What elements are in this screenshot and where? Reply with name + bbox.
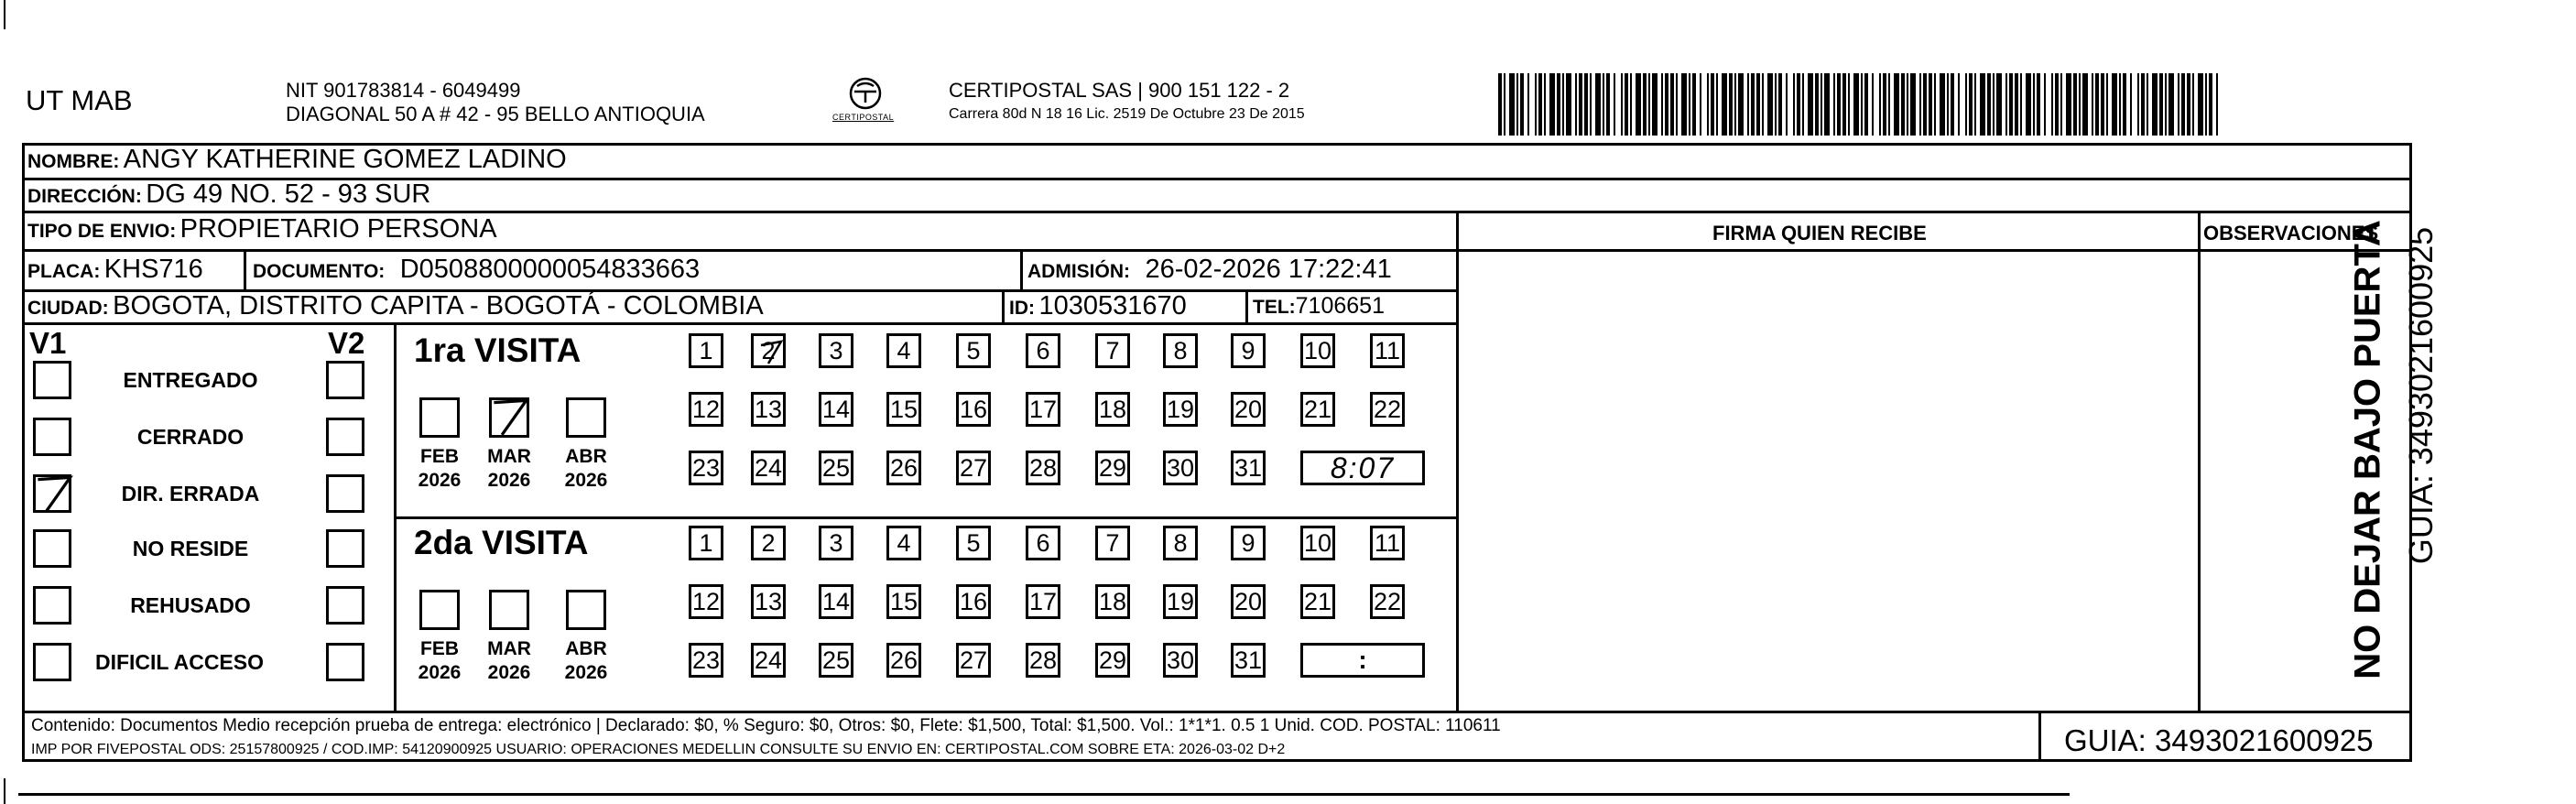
id-value: 1030531670 xyxy=(1038,291,1187,321)
visit1-month-year-0: 2026 xyxy=(418,470,462,491)
day-number: 23 xyxy=(691,453,721,482)
v2-header: V2 xyxy=(328,326,365,360)
admision-row xyxy=(1027,255,1392,285)
day-number: 19 xyxy=(1166,587,1195,615)
visit2-day-21[interactable] xyxy=(1300,584,1335,619)
rule-footer xyxy=(22,711,2412,713)
visit1-month-feb-checkbox[interactable] xyxy=(419,397,460,438)
side-guia: GUIA: 3493021600925 xyxy=(2402,226,2440,565)
day-number: 8 xyxy=(1173,528,1188,557)
day-number: 7 xyxy=(1105,528,1120,557)
direccion-label: DIRECCIÓN: xyxy=(27,186,142,207)
v1-checkbox-4[interactable] xyxy=(33,586,71,625)
day-number: 18 xyxy=(1098,587,1127,615)
day-number: 20 xyxy=(1234,395,1263,423)
visit2-day-2[interactable] xyxy=(751,526,786,560)
visit1-time-field[interactable] xyxy=(1300,451,1425,485)
tel-row xyxy=(1253,293,1385,320)
v2-checkbox-1[interactable] xyxy=(326,418,364,456)
visit2-day-3[interactable] xyxy=(819,526,853,560)
nombre-label: NOMBRE: xyxy=(27,151,120,172)
status-label-1: CERRADO xyxy=(136,425,245,449)
rule-tipo xyxy=(22,249,2412,252)
day-number: 4 xyxy=(897,528,911,557)
sep-footer-guia xyxy=(2038,711,2041,762)
visit2-day-28[interactable] xyxy=(1026,643,1060,678)
logo-text: CERTIPOSTAL xyxy=(832,113,895,122)
v2-checkbox-5[interactable] xyxy=(326,643,364,681)
documento-row xyxy=(253,255,700,285)
visit2-day-27[interactable] xyxy=(956,643,991,678)
company-address: DIAGONAL 50 A # 42 - 95 BELLO ANTIOQUIA xyxy=(286,103,705,125)
day-number: 5 xyxy=(966,336,981,364)
v2-checkbox-2[interactable] xyxy=(326,474,364,513)
visit2-day-1[interactable] xyxy=(689,526,723,560)
status-label-2: DIR. ERRADA xyxy=(121,482,260,505)
visit2-month-year-2: 2026 xyxy=(564,662,608,683)
visit2-day-6[interactable] xyxy=(1026,526,1060,560)
visit2-day-9[interactable] xyxy=(1231,526,1266,560)
handwritten-check-icon xyxy=(754,336,790,373)
day-number: 16 xyxy=(959,395,988,423)
visit1-month-name-0: FEB xyxy=(420,446,459,467)
visit1-month-name-2: ABR xyxy=(565,446,607,467)
visit2-day-11[interactable] xyxy=(1370,526,1405,560)
ciudad-label: CIUDAD: xyxy=(27,298,109,319)
visit1-day-3[interactable] xyxy=(819,333,853,368)
day-number: 9 xyxy=(1241,528,1255,557)
visit1-day-7[interactable] xyxy=(1095,333,1130,368)
side-warning: NO DEJAR BAJO PUERTA xyxy=(2347,220,2388,679)
v2-checkbox-3[interactable] xyxy=(326,529,364,568)
placa-value: KHS716 xyxy=(103,255,203,284)
day-number: 3 xyxy=(829,528,843,557)
visit1-month-label-0 xyxy=(410,445,469,493)
day-number: 20 xyxy=(1234,587,1263,615)
day-number: 21 xyxy=(1303,587,1332,615)
visit1-day-18[interactable] xyxy=(1095,392,1130,427)
status-label-3: NO RESIDE xyxy=(132,537,249,560)
observaciones-header: OBSERVACIONES xyxy=(2203,222,2379,244)
v1-checkbox-5[interactable] xyxy=(33,643,71,681)
status-label-4: REHUSADO xyxy=(130,593,251,617)
day-number: 25 xyxy=(821,453,851,482)
visit1-day-2[interactable] xyxy=(751,333,786,368)
ciudad-row xyxy=(27,291,764,321)
visit2-title: 2da VISITA xyxy=(414,524,589,561)
visit1-day-27[interactable] xyxy=(956,451,991,485)
visit1-day-9[interactable] xyxy=(1231,333,1266,368)
visit2-day-29[interactable] xyxy=(1095,643,1130,678)
visit1-day-1[interactable] xyxy=(689,333,723,368)
visit2-day-31[interactable] xyxy=(1231,643,1266,678)
visit1-day-19[interactable] xyxy=(1163,392,1198,427)
visit2-time-value: : xyxy=(1358,646,1367,674)
visit2-month-name-2: ABR xyxy=(565,638,607,659)
visit2-day-5[interactable] xyxy=(956,526,991,560)
visit2-month-abr-checkbox[interactable] xyxy=(566,590,606,630)
col-firma-left xyxy=(1456,211,1459,711)
edge-mark-bottom xyxy=(4,778,5,804)
visit1-month-mar-checkbox[interactable] xyxy=(489,397,529,438)
tipo-value: PROPIETARIO PERSONA xyxy=(179,214,497,244)
rule-direccion xyxy=(22,211,2412,213)
day-number: 6 xyxy=(1036,528,1050,557)
visit1-day-31[interactable] xyxy=(1231,451,1266,485)
visit2-day-14[interactable] xyxy=(819,584,853,619)
col-status-right xyxy=(394,322,397,711)
day-number: 13 xyxy=(754,395,783,423)
visit1-day-24[interactable] xyxy=(751,451,786,485)
day-number: 22 xyxy=(1373,587,1402,615)
visit2-time-field[interactable] xyxy=(1300,643,1425,678)
id-row xyxy=(1009,291,1187,321)
documento-label: DOCUMENTO: xyxy=(253,261,386,282)
v1-checkbox-1[interactable] xyxy=(33,418,71,456)
visit1-month-name-1: MAR xyxy=(487,446,531,467)
day-number: 24 xyxy=(754,646,783,674)
ciudad-value: BOGOTA, DISTRITO CAPITA - BOGOTÁ - COLOMBIA xyxy=(113,291,764,321)
visit2-month-name-1: MAR xyxy=(487,638,531,659)
tipo-row xyxy=(27,214,497,244)
carrier-name: CERTIPOSTAL SAS | 900 151 122 - 2 xyxy=(949,79,1290,102)
status-label-0: ENTREGADO xyxy=(123,368,258,392)
day-number: 26 xyxy=(889,453,918,482)
rule-visit-split xyxy=(396,516,1458,519)
visit1-day-28[interactable] xyxy=(1026,451,1060,485)
visit2-day-25[interactable] xyxy=(819,643,853,678)
visit2-day-23[interactable] xyxy=(689,643,723,678)
footer-content-line: Contenido: Documentos Medio recepción prueba de entrega: electrónico | Declarado: $0, % Seguro: $0, Otros: $0, Flete: $1,500, Total: $1,500. Vol.: 1*1*1. 0.5 1 Unid. COD. POSTAL: 110611 xyxy=(31,716,1501,735)
visit1-month-label-2 xyxy=(557,445,615,493)
day-number: 21 xyxy=(1303,395,1332,423)
rule-ciudad xyxy=(22,322,1458,325)
tel-label: TEL: xyxy=(1253,297,1296,318)
day-number: 9 xyxy=(1241,336,1255,364)
visit1-time-value: 8:07 xyxy=(1330,451,1396,484)
visit2-day-18[interactable] xyxy=(1095,584,1130,619)
visit2-month-year-1: 2026 xyxy=(487,662,531,683)
day-number: 27 xyxy=(959,646,988,674)
day-number: 1 xyxy=(699,336,713,364)
bottom-rule xyxy=(18,793,2070,796)
v1-header: V1 xyxy=(29,326,67,360)
visit2-day-20[interactable] xyxy=(1231,584,1266,619)
visit1-day-25[interactable] xyxy=(819,451,853,485)
day-number: 10 xyxy=(1303,336,1332,364)
visit2-day-8[interactable] xyxy=(1163,526,1198,560)
admision-value: 26-02-2026 17:22:41 xyxy=(1145,255,1392,284)
v2-checkbox-0[interactable] xyxy=(326,361,364,399)
visit2-day-17[interactable] xyxy=(1026,584,1060,619)
visit2-day-24[interactable] xyxy=(751,643,786,678)
day-number: 4 xyxy=(897,336,911,364)
day-number: 26 xyxy=(889,646,918,674)
day-number: 23 xyxy=(691,646,721,674)
barcode xyxy=(1498,73,2225,136)
visit2-month-year-0: 2026 xyxy=(418,662,462,683)
v1-checkbox-2[interactable] xyxy=(33,474,71,513)
visit1-day-22[interactable] xyxy=(1370,392,1405,427)
day-number: 29 xyxy=(1098,453,1127,482)
day-number: 15 xyxy=(889,395,918,423)
day-number: 17 xyxy=(1028,587,1058,615)
visit2-day-4[interactable] xyxy=(886,526,921,560)
day-number: 10 xyxy=(1303,528,1332,557)
direccion-row xyxy=(27,179,430,210)
direccion-value: DG 49 NO. 52 - 93 SUR xyxy=(146,179,431,209)
nombre-value: ANGY KATHERINE GOMEZ LADINO xyxy=(123,145,567,174)
nombre-row xyxy=(27,145,567,175)
company-nit: NIT 901783814 - 6049499 xyxy=(286,79,521,102)
day-number: 17 xyxy=(1028,395,1058,423)
day-number: 31 xyxy=(1234,453,1263,482)
handwritten-check-icon xyxy=(34,473,74,514)
documento-value: D0508800000054833663 xyxy=(399,255,701,284)
visit2-day-13[interactable] xyxy=(751,584,786,619)
day-number: 2 xyxy=(761,336,776,364)
footer-guia: GUIA: 3493021600925 xyxy=(2064,723,2374,757)
visit2-month-mar-checkbox[interactable] xyxy=(489,590,529,630)
sep-tel xyxy=(1245,289,1248,322)
firma-header: FIRMA QUIEN RECIBE xyxy=(1712,222,1927,244)
day-number: 1 xyxy=(699,528,713,557)
day-number: 22 xyxy=(1373,395,1402,423)
day-number: 5 xyxy=(966,528,981,557)
visit2-day-16[interactable] xyxy=(956,584,991,619)
day-number: 30 xyxy=(1166,453,1195,482)
visit2-month-label-0 xyxy=(410,637,469,685)
placa-label: PLACA: xyxy=(27,261,101,282)
visit1-month-year-1: 2026 xyxy=(487,470,531,491)
day-number: 24 xyxy=(754,453,783,482)
v1-checkbox-0[interactable] xyxy=(33,361,71,399)
visit1-day-11[interactable] xyxy=(1370,333,1405,368)
day-number: 11 xyxy=(1374,528,1401,557)
visit1-day-12[interactable] xyxy=(689,392,723,427)
visit1-day-5[interactable] xyxy=(956,333,991,368)
day-number: 8 xyxy=(1173,336,1188,364)
visit2-day-10[interactable] xyxy=(1300,526,1335,560)
admision-label: ADMISIÓN: xyxy=(1027,261,1130,282)
visit1-day-4[interactable] xyxy=(886,333,921,368)
visit1-day-29[interactable] xyxy=(1095,451,1130,485)
day-number: 7 xyxy=(1105,336,1120,364)
day-number: 30 xyxy=(1166,646,1195,674)
visit1-day-17[interactable] xyxy=(1026,392,1060,427)
visit1-day-16[interactable] xyxy=(956,392,991,427)
visit1-day-10[interactable] xyxy=(1300,333,1335,368)
day-number: 19 xyxy=(1166,395,1195,423)
footer-imp-line: IMP POR FIVEPOSTAL ODS: 25157800925 / COD.IMP: 54120900925 USUARIO: OPERACIONES MEDELLIN CONSULTE SU ENVIO EN: CERTIPOSTAL.COM SOBRE ETA: 2026-03-02 D+2 xyxy=(31,742,1286,757)
visit2-month-feb-checkbox[interactable] xyxy=(419,590,460,630)
visit1-day-6[interactable] xyxy=(1026,333,1060,368)
visit2-day-15[interactable] xyxy=(886,584,921,619)
visit2-month-name-0: FEB xyxy=(420,638,459,659)
day-number: 6 xyxy=(1036,336,1050,364)
day-number: 14 xyxy=(821,587,851,615)
visit1-month-label-1 xyxy=(480,445,538,493)
barcode-gap xyxy=(2218,73,2223,136)
sep-placa xyxy=(244,249,246,289)
day-number: 27 xyxy=(959,453,988,482)
day-number: 2 xyxy=(761,528,776,557)
visit2-day-19[interactable] xyxy=(1163,584,1198,619)
status-label-5: DIFICIL ACCESO xyxy=(94,650,264,674)
visit1-day-13[interactable] xyxy=(751,392,786,427)
day-number: 28 xyxy=(1028,646,1058,674)
visit2-day-22[interactable] xyxy=(1370,584,1405,619)
visit1-title: 1ra VISITA xyxy=(414,331,582,369)
visit1-day-30[interactable] xyxy=(1163,451,1198,485)
visit1-month-year-2: 2026 xyxy=(564,470,608,491)
certipostal-logo xyxy=(829,75,902,130)
visit1-day-15[interactable] xyxy=(886,392,921,427)
day-number: 16 xyxy=(959,587,988,615)
visit1-month-abr-checkbox[interactable] xyxy=(566,397,606,438)
v2-checkbox-4[interactable] xyxy=(326,586,364,625)
day-number: 28 xyxy=(1028,453,1058,482)
edge-mark-top xyxy=(4,0,5,29)
carrier-license: Carrera 80d N 18 16 Lic. 2519 De Octubre 23 De 2015 xyxy=(949,106,1305,122)
visit2-day-26[interactable] xyxy=(886,643,921,678)
visit2-month-label-1 xyxy=(480,637,538,685)
placa-row xyxy=(27,255,203,285)
day-number: 31 xyxy=(1234,646,1263,674)
day-number: 25 xyxy=(821,646,851,674)
tipo-label: TIPO DE ENVIO: xyxy=(27,221,177,242)
v1-checkbox-3[interactable] xyxy=(33,529,71,568)
day-number: 18 xyxy=(1098,395,1127,423)
id-label: ID: xyxy=(1009,298,1035,319)
sep-admision xyxy=(1020,249,1023,289)
tel-value: 7106651 xyxy=(1295,293,1385,319)
company-short: UT MAB xyxy=(26,84,133,116)
day-number: 14 xyxy=(821,395,851,423)
visit1-day-14[interactable] xyxy=(819,392,853,427)
visit2-day-7[interactable] xyxy=(1095,526,1130,560)
day-number: 11 xyxy=(1374,336,1401,364)
visit1-day-26[interactable] xyxy=(886,451,921,485)
visit1-day-8[interactable] xyxy=(1163,333,1198,368)
day-number: 29 xyxy=(1098,646,1127,674)
visit1-day-21[interactable] xyxy=(1300,392,1335,427)
day-number: 12 xyxy=(691,587,721,615)
day-number: 15 xyxy=(889,587,918,615)
day-number: 13 xyxy=(754,587,783,615)
col-obs-left xyxy=(2198,211,2201,711)
handwritten-check-icon xyxy=(490,397,530,437)
visit2-month-label-2 xyxy=(557,637,615,685)
visit1-day-20[interactable] xyxy=(1231,392,1266,427)
visit2-day-12[interactable] xyxy=(689,584,723,619)
visit2-day-30[interactable] xyxy=(1163,643,1198,678)
sep-id xyxy=(1002,289,1005,322)
day-number: 12 xyxy=(691,395,721,423)
day-number: 3 xyxy=(829,336,843,364)
visit1-day-23[interactable] xyxy=(689,451,723,485)
